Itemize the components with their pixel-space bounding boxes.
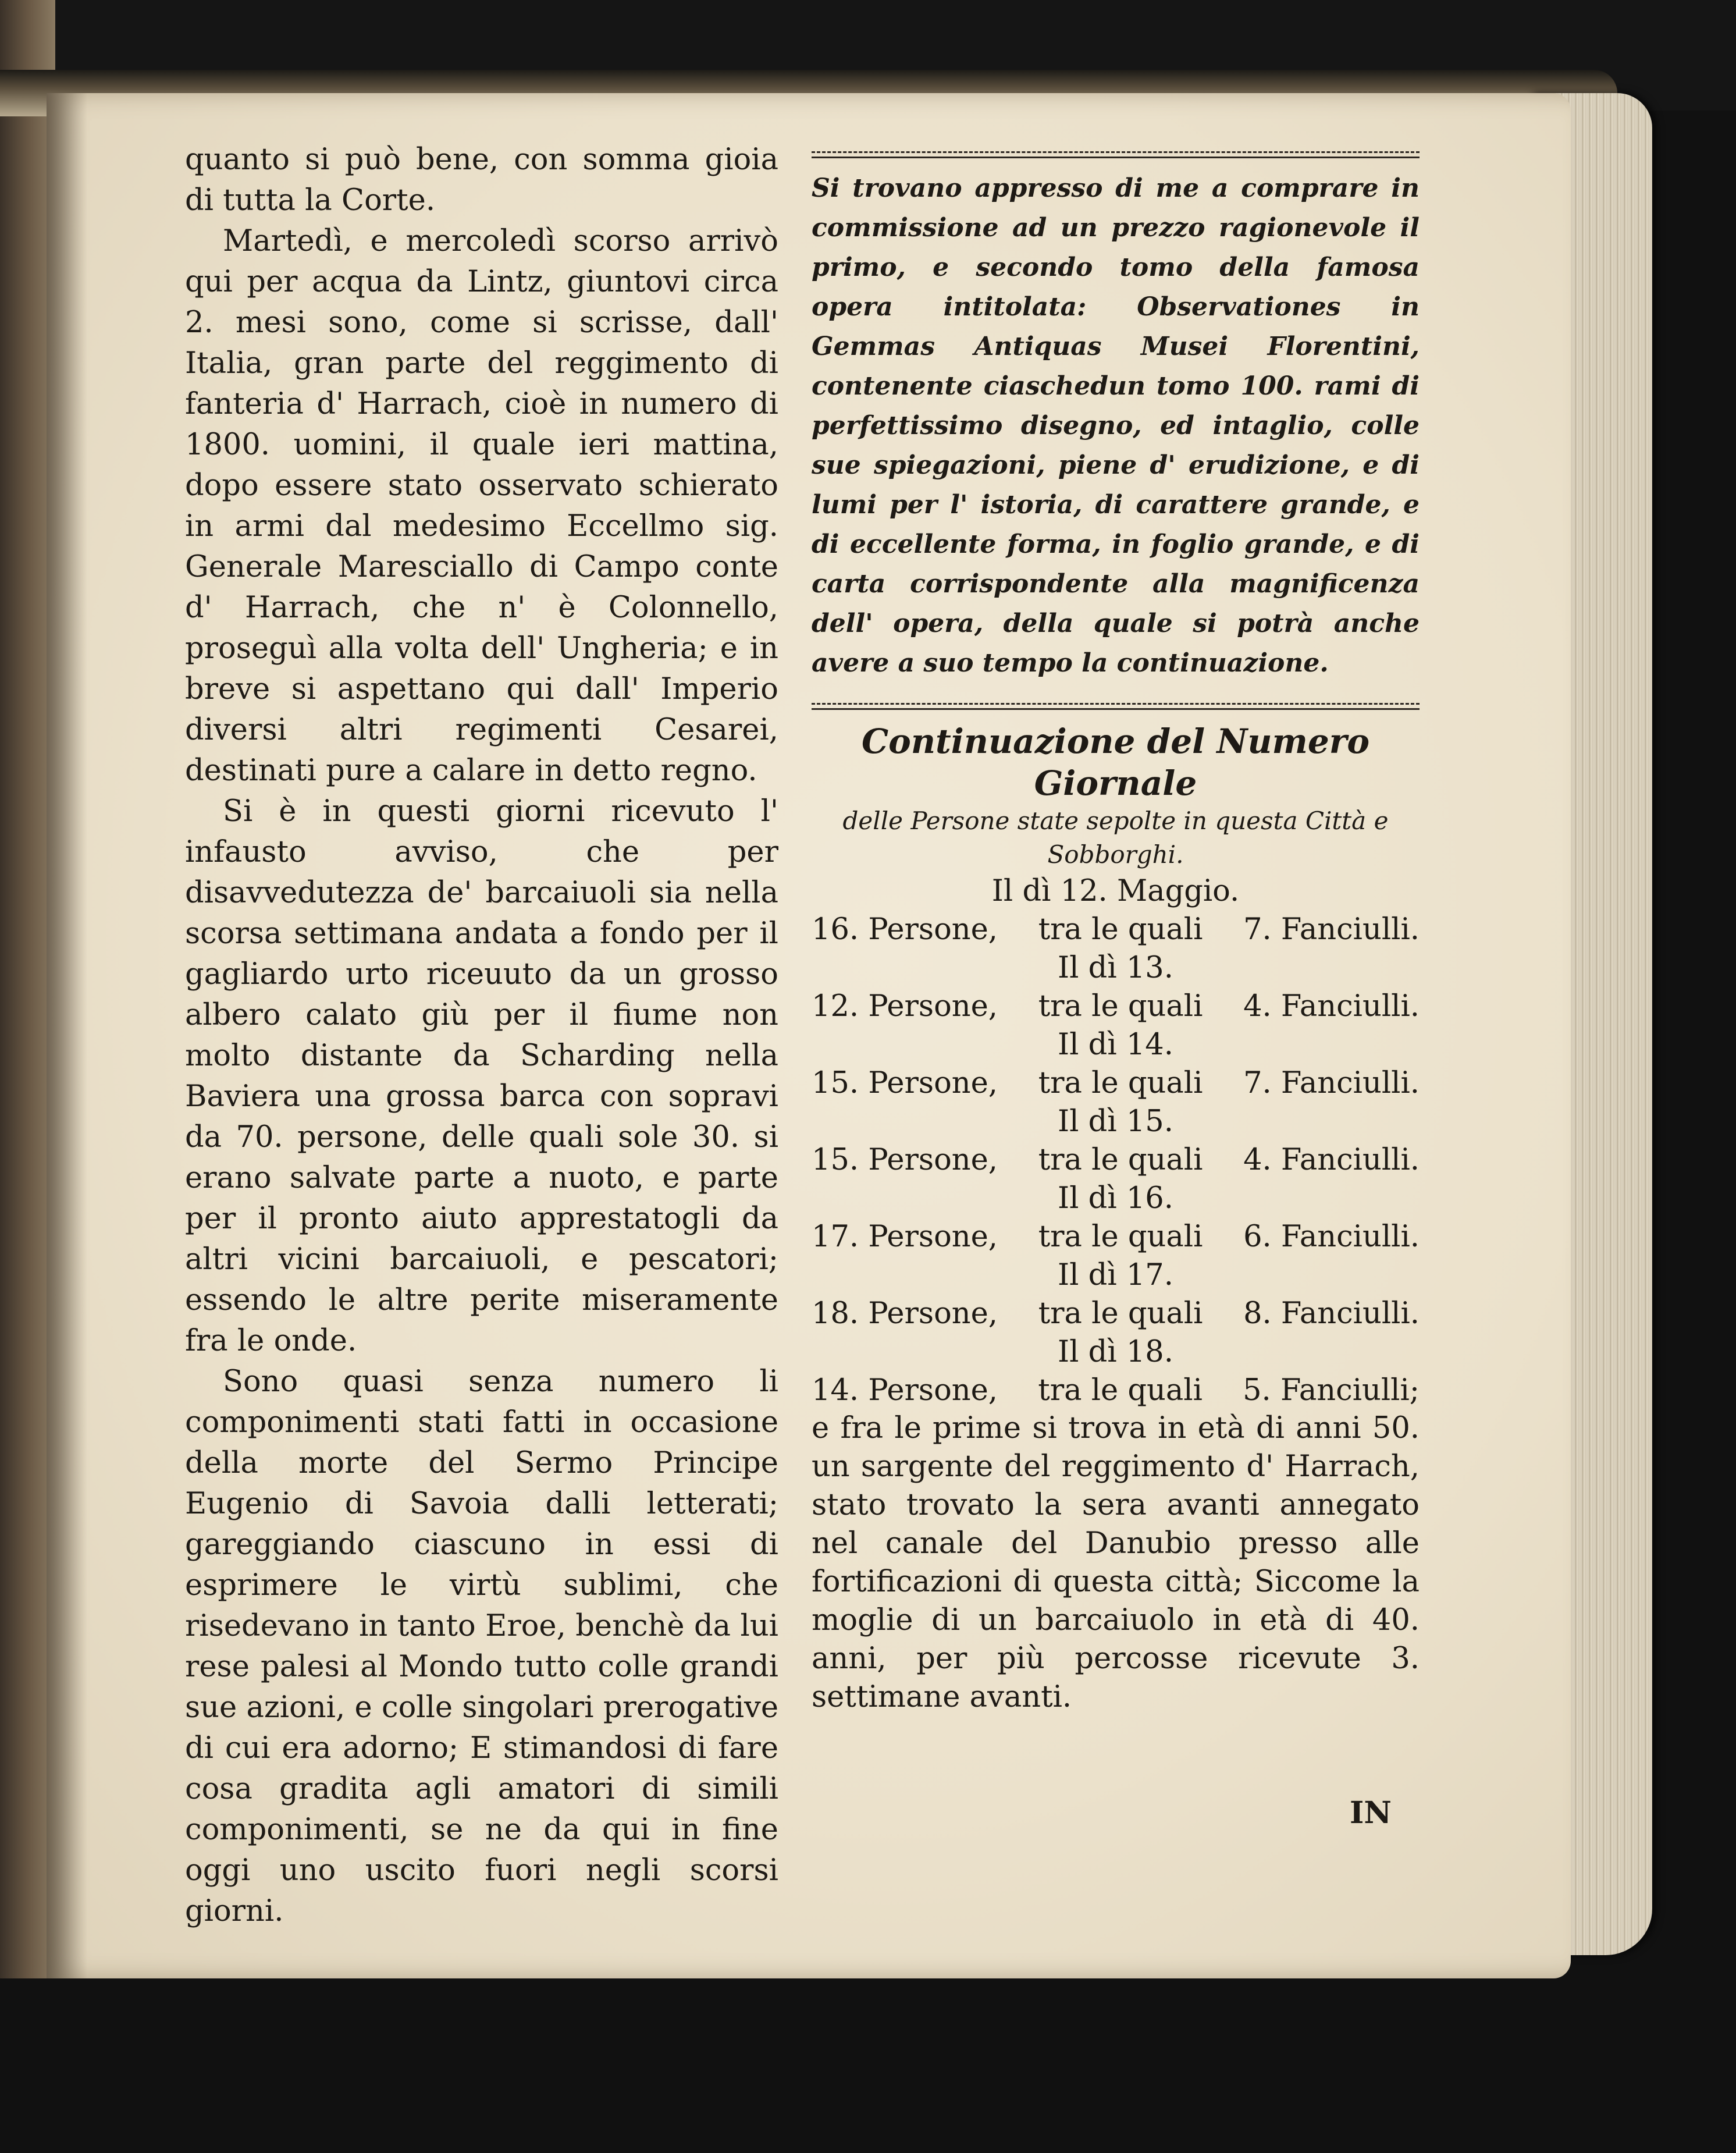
entry-row — [812, 1065, 1420, 1102]
entry-middle: tra le quali — [1038, 1220, 1203, 1254]
entry-date: Il dì 14. — [1058, 1028, 1173, 1062]
entry-note: e fra le prime si trova in età di anni 50. un sargente del reggimento d' Harrach, stato trovato la sera avanti annegato nel canale del Danubio presso alle fortificazioni di questa città; Siccome la moglie di un barcaiuolo in età di 40. anni, per più percosse ricevute 3. settimane avanti. — [812, 1411, 1420, 1714]
entry-middle: tra le quali — [1038, 1373, 1203, 1408]
entry-persons: 18. Persone, — [812, 1296, 998, 1331]
gutter-shadow — [47, 93, 87, 1978]
entry-date: Il dì 13. — [1058, 951, 1173, 985]
right-column — [812, 151, 1420, 1717]
divider-rule — [812, 703, 1420, 710]
book-sale-notice: Si trovano appresso di me a comprare in commissione ad un prezzo ragionevole il primo, e secondo tomo della famosa opera intitolata: Observationes in Gemmas Antiquas Musei Florentini, contenente ciaschedun tomo 100. rami di perfettissimo disegno, ed intaglio, colle sue spiegazioni, piene d' erudizione, e di lumi per l' istoria, di carattere grande, e di eccellente forma, in foglio grande, e di carta corrispondente alla magnificenza dell' opera, della quale si potrà anche avere a suo tempo la continuazione. — [812, 173, 1420, 678]
entry-row — [812, 1218, 1420, 1256]
entry-row — [812, 988, 1420, 1025]
entry-date: Il dì 16. — [1058, 1181, 1173, 1216]
entry-row — [812, 1295, 1420, 1333]
left-column — [185, 140, 778, 1932]
entry-children: 4. Fanciulli. — [1243, 1143, 1420, 1177]
paragraph-boat-accident: Si è in questi giorni ricevuto l' infausto avviso, che per disavvedutezza de' barcaiuoli sia nella scorsa settimana andata a fondo per il gagliardo urto riceuuto da un grosso albero calato giù per il fiume non molto distante da Scharding nella Baviera una grossa barca con sopravi da 70. persone, delle quali sole 30. si erano salvate parte a nuoto, e parte per il pronto aiuto apprestatogli da altri vicini barcaiuoli, e pescatori; essendo le altre perite miseramente fra le onde. — [185, 794, 778, 1358]
entry-date: Il dì 18. — [1058, 1335, 1173, 1369]
entry-persons: 14. Persone, — [812, 1373, 998, 1408]
entry-date: Il dì 12. Maggio. — [991, 874, 1240, 908]
entry-row — [812, 1142, 1420, 1179]
entry-row — [812, 911, 1420, 948]
entry-persons: 15. Persone, — [812, 1143, 998, 1177]
entry-children: 4. Fanciulli. — [1243, 989, 1420, 1024]
catchword: IN — [1350, 1795, 1392, 1831]
entry-middle: tra le quali — [1038, 1143, 1203, 1177]
entry-persons: 16. Persone, — [812, 912, 998, 947]
entry-children: 7. Fanciulli. — [1243, 912, 1420, 947]
entry-children: 8. Fanciulli. — [1243, 1296, 1420, 1331]
entry-middle: tra le quali — [1038, 989, 1203, 1024]
entry-persons: 17. Persone, — [812, 1220, 998, 1254]
paragraph-eugenio: Sono quasi senza numero li componimenti stati fatti in occasione della morte del Sermo Principe Eugenio di Savoia dalli letterati; gareggiando ciascuno in essi di esprimere le virtù sublimi, che risedevano in tanto Eroe, benchè da lui rese palesi al Mondo tutto colle grandi sue azioni, e colle singolari prerogative di cui era adorno; E stimandosi di fare cosa gradita agli amatori di simili componimenti, se ne da qui in fine oggi uno uscito fuori negli scorsi giorni. — [185, 1365, 778, 1928]
section-title: Continuazione del Numero Giornale — [861, 722, 1370, 803]
entry-date: Il dì 15. — [1058, 1104, 1173, 1139]
entry-persons: 12. Persone, — [812, 989, 998, 1024]
burial-entries — [812, 872, 1420, 1409]
paragraph-regiment: Martedì, e mercoledì scorso arrivò qui per acqua da Lintz, giuntovi circa 2. mesi sono, come si scrisse, dall' Italia, gran parte del reggimento di fanteria d' Harrach, cioè in numero di 1800. uomini, il quale ieri mattina, dopo essere stato osservato schierato in armi dal medesimo Eccellmo sig. Generale Maresciallo di Campo conte d' Harrach, che n' è Colonnello, proseguì alla volta dell' Ungheria; e in breve si aspettano qui dall' Imperio diversi altri regimenti Cesarei, destinati pure a calare in detto regno. — [185, 224, 778, 788]
entry-children: 6. Fanciulli. — [1243, 1220, 1420, 1254]
section-subtitle: delle Persone state sepolte in questa Città e Sobborghi. — [842, 807, 1389, 869]
entry-date: Il dì 17. — [1058, 1258, 1173, 1292]
entry-middle: tra le quali — [1038, 912, 1203, 947]
entry-middle: tra le quali — [1038, 1296, 1203, 1331]
divider-rule — [812, 151, 1420, 158]
entry-persons: 15. Persone, — [812, 1066, 998, 1100]
paragraph-continuation: quanto si può bene, con somma gioia di tutta la Corte. — [185, 143, 778, 218]
entry-children: 5. Fanciulli; — [1243, 1373, 1420, 1408]
entry-row — [812, 1372, 1420, 1409]
entry-middle: tra le quali — [1038, 1066, 1203, 1100]
entry-children: 7. Fanciulli. — [1243, 1066, 1420, 1100]
